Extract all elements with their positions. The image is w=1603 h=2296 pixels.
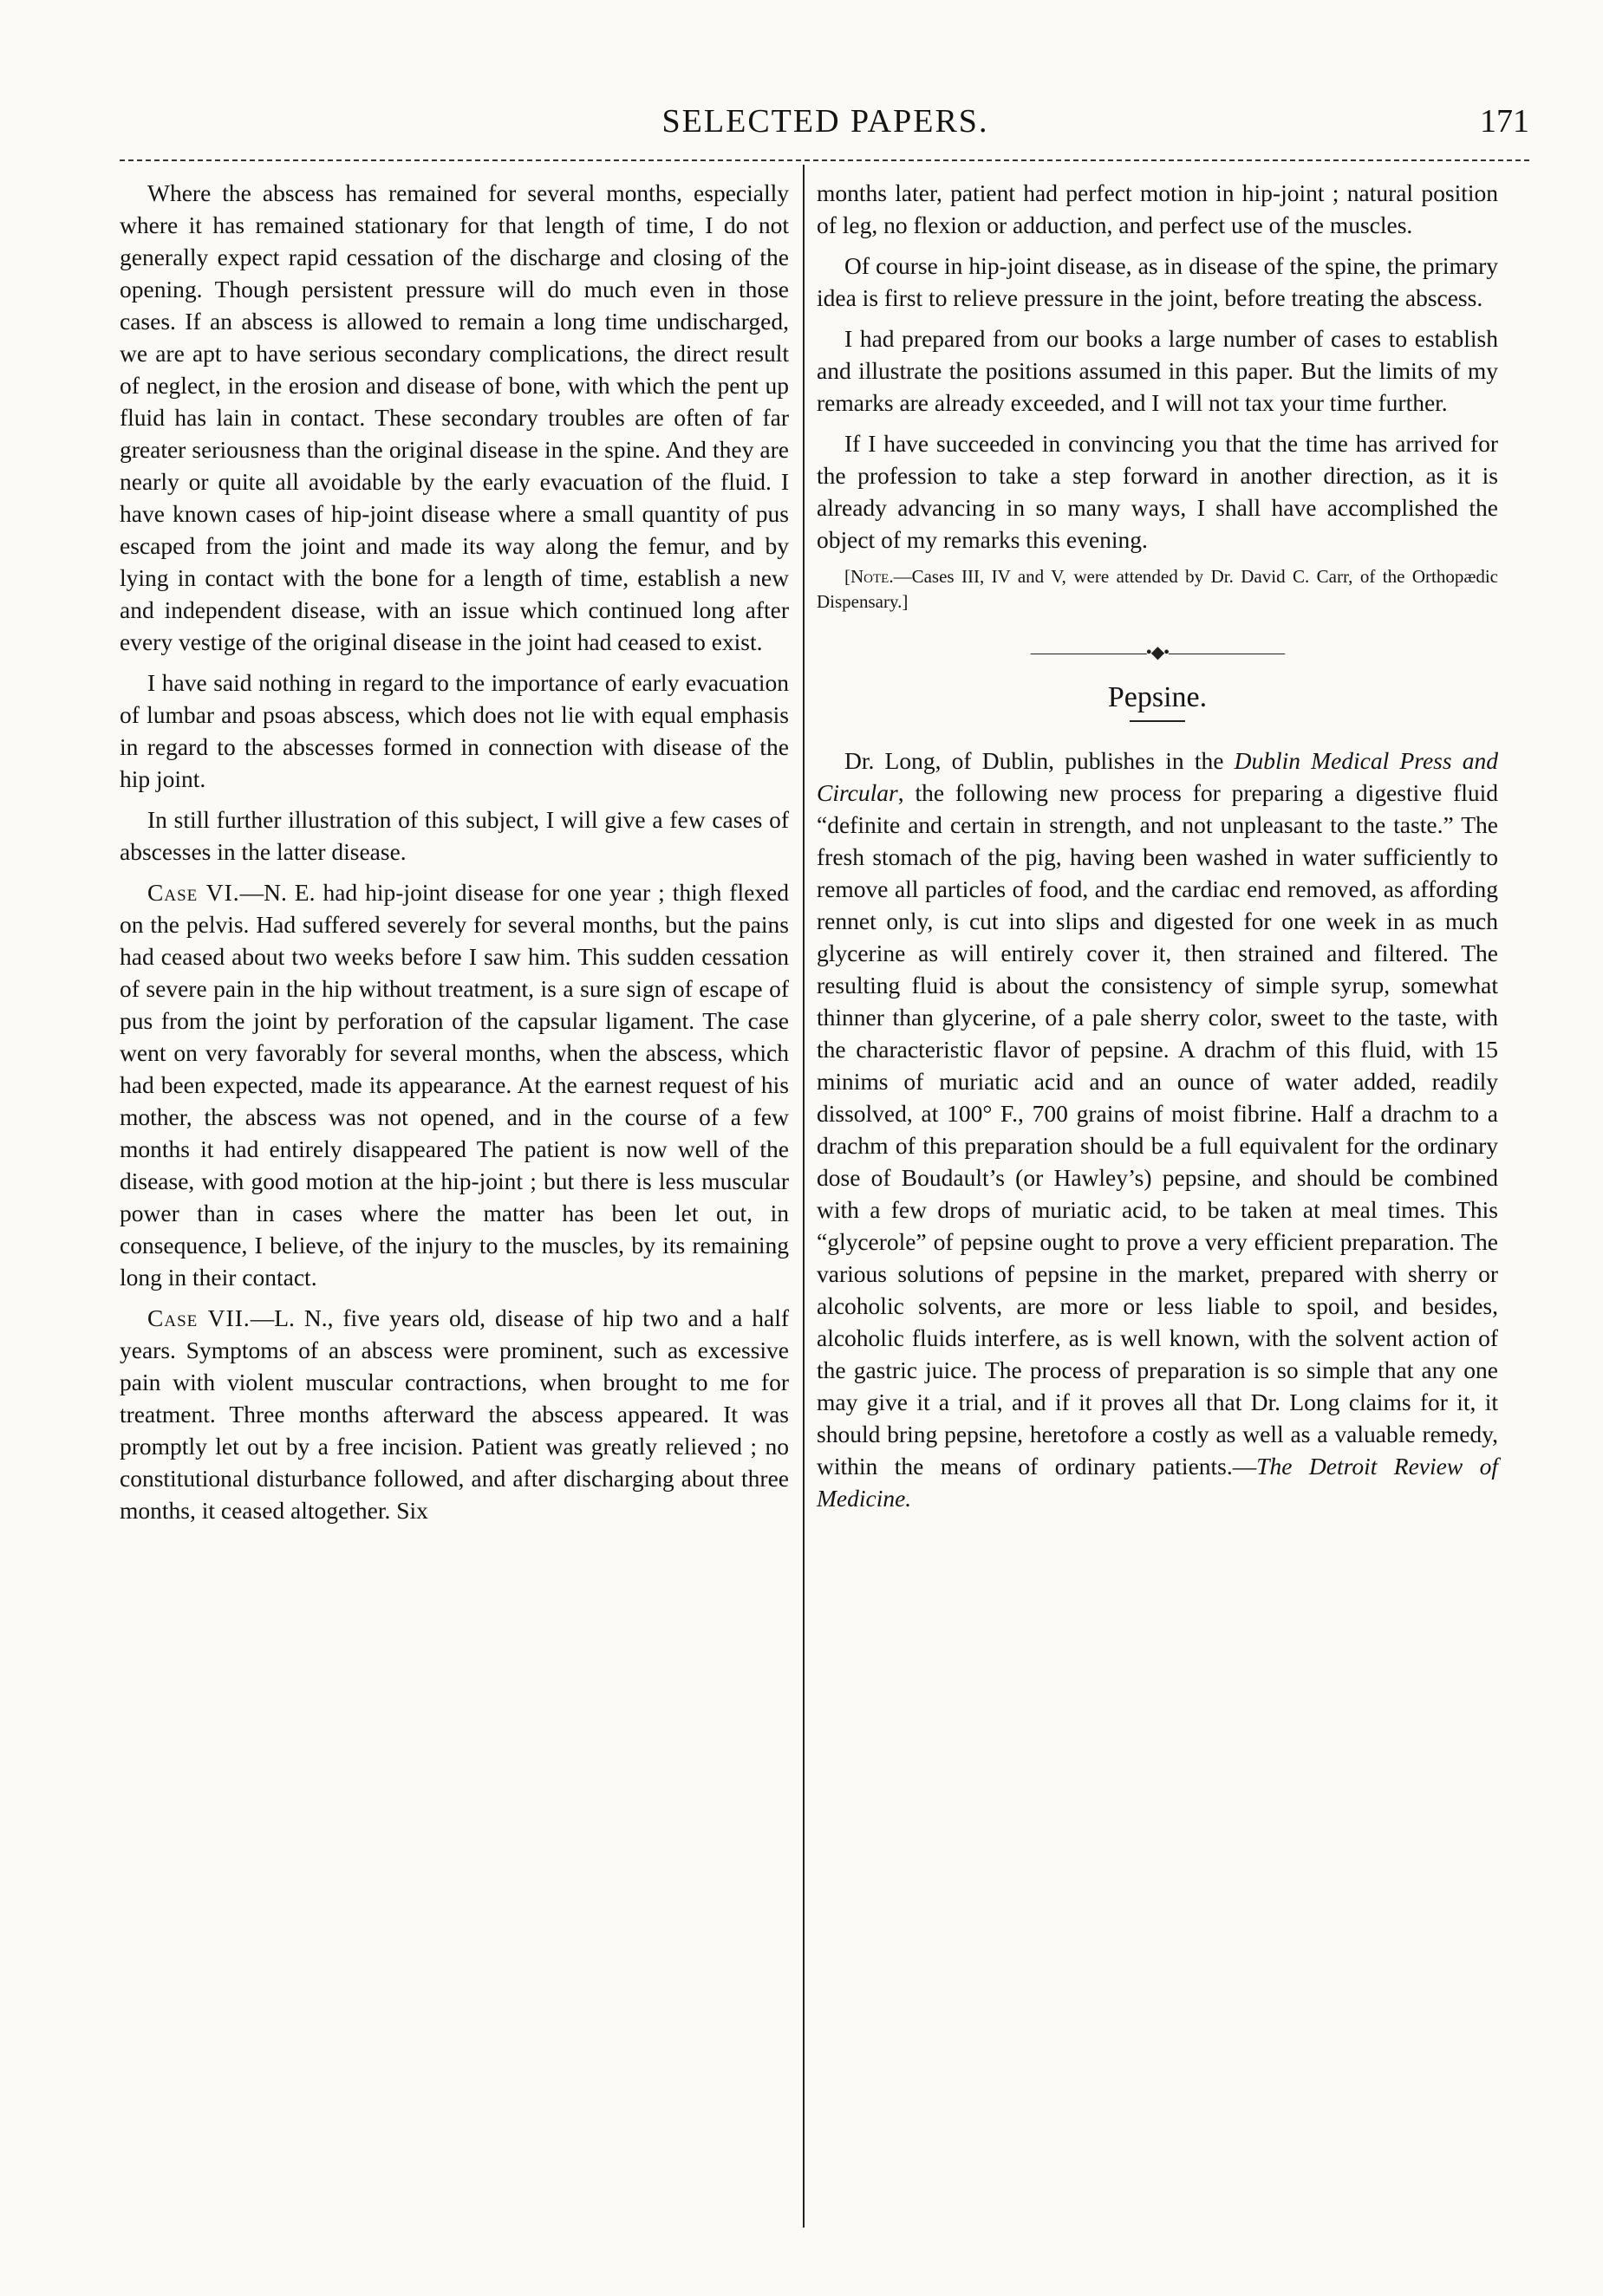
left-column <box>120 177 789 1535</box>
paragraph-cases-prepared: I had prepared from our books a large number of cases to establish and illustrate the positions assumed in this paper. But the limits of my remarks are already exceeded, and I will not tax your time further. <box>817 325 1498 416</box>
paragraph-case-6 <box>120 876 789 1293</box>
paragraph-early-evacuation: I have said nothing in regard to the importance of early evacuation of lumbar and psoas abscess, which does not lie with equal emphasis in regard to the abscesses formed in connection with disease of the hip joint. <box>120 669 789 792</box>
case-7-label: Case VII. <box>147 1304 251 1331</box>
paragraph-illustration: In still further illustration of this subject, I will give a few cases of abscesses in the latter disease. <box>120 806 789 865</box>
pepsine-text-1: Dr. Long, of Dublin, publishes in the <box>844 747 1235 774</box>
case-7-text: —L. N., five years old, disease of hip two and a half years. Symptoms of an abscess were prominent, such as excessive pain with violent muscular contractions, when brought to me for treatment. Three months afterward the abscess appeared. It was promptly let out by a free incision. Patient was greatly relieved ; no constitutional disturbance followed, and after discharging about three months, it ceased altogether. Six <box>120 1304 789 1524</box>
right-column <box>817 177 1498 1523</box>
running-title: SELECTED PAPERS. <box>661 103 989 140</box>
page-number: 171 <box>1480 103 1529 140</box>
paragraph-abscess-duration: Where the abscess has remained for several months, especially where it has remained stationary for that length of time, I do not generally expect rapid cessation of the discharge and closing of the opening. Though persistent pressure will do much even in those cases. If an abscess is allowed to remain a long time undischarged, we are apt to have serious secondary complications, the direct result of neglect, in the erosion and disease of bone, with which the pent up fluid has lain in contact. These secondary troubles are often of far greater seriousness than the original disease in the spine. And they are nearly or quite all avoidable by the early evacuation of the fluid. I have known cases of hip-joint disease where a small quantity of pus escaped from the joint and made its way along the femur, and by lying in contact with the bone for a length of time, establish a new and independent disease, with an issue which continued long after every vestige of the original disease in the joint had ceased to exist. <box>120 179 789 655</box>
case-6-label: Case VI. <box>147 879 240 906</box>
note-label: [Note. <box>844 566 894 587</box>
note-text: —Cases III, IV and V, were attended by Dr. David C. Carr, of the Orthopædic Dispensary.] <box>817 566 1498 612</box>
pepsine-text-2: , the following new process for preparing a digestive fluid “definite and certain in strength, and not unpleasant to the taste.” The fresh stomach of the pig, having been washed in water sufficiently to remove all particles of food, and the cardiac end removed, as affording rennet only, is cut into slips and digested for one week in as much glycerine as will entirely cover it, then strained and filtered. The resulting fluid is about the consistency of simple syrup, somewhat thinner than glycerine, of a pale sherry color, sweet to the taste, with the characteristic flavor of pepsine. A drachm of this fluid, with 15 minims of muriatic acid and an ounce of water added, readily dissolved, at 100° F., 700 grains of moist fibrine. Half a drachm to a drachm of this preparation should be a full equivalent for the ordinary dose of Boudault’s (or Hawley’s) pepsine, and should be combined with a few drops of muriatic acid, to be taken at meal times. This “glycerole” of pepsine ought to prove a very efficient preparation. The various solutions of pepsine in the market, prepared with sherry or alcoholic solvents, are more or less liable to spoil, and besides, alcoholic fluids interfere, as is well known, with the solvent action of the gastric juice. The process of preparation is so simple that any one may give it a trial, and if it proves all that Dr. Long claims for it, it should bring pepsine, heretofore a costly as well as a valuable remedy, within the means of ordinary patients.— <box>817 779 1498 1480</box>
section-title-pepsine: Pepsine. <box>1107 681 1208 713</box>
section-ornament: ———————•◆•——————— <box>1030 643 1285 662</box>
paragraph-pepsine <box>817 745 1498 1514</box>
pepsine-source: Dublin Medical Press and Circular <box>817 747 1498 806</box>
paragraph-hip-joint-pressure: Of course in hip-joint disease, as in disease of the spine, the primary idea is first to relieve pressure in the joint, before treating the abscess. <box>817 252 1498 311</box>
paragraph-case-7-continued: months later, patient had perfect motion in hip-joint ; natural position of leg, no flexion or adduction, and perfect use of the muscles. <box>817 179 1498 238</box>
title-rule <box>1130 720 1185 722</box>
case-6-text: —N. E. had hip-joint disease for one year ; thigh flexed on the pelvis. Had suffered severely for several months, but the pains had ceased about two weeks before I saw him. This sudden cessation of severe pain in the hip without treatment, is a sure sign of escape of pus from the joint by perforation of the capsular ligament. The case went on very favorably for several months, when the abscess, which had been expected, made its appearance. At the earnest request of his mother, the abscess was not opened, and in the course of a few months it had entirely disappeared The patient is now well of the disease, with good motion at the hip-joint ; but there is less muscular power than in cases where the matter has been let out, in consequence, I believe, of the injury to the muscles, by its remaining long in their contact. <box>120 879 789 1291</box>
paragraph-case-7 <box>120 1302 789 1526</box>
editorial-note <box>817 564 1498 615</box>
column-divider <box>803 165 805 2228</box>
paragraph-conclusion: If I have succeeded in convincing you that the time has arrived for the profession to take a step forward in another direction, as it is already advancing in so many ways, I shall have accomplished the object of my remarks this evening. <box>817 430 1498 553</box>
header-rule <box>120 159 1529 161</box>
pepsine-credit: The Detroit Review of Medicine. <box>817 1453 1498 1512</box>
page-header <box>121 102 1529 154</box>
